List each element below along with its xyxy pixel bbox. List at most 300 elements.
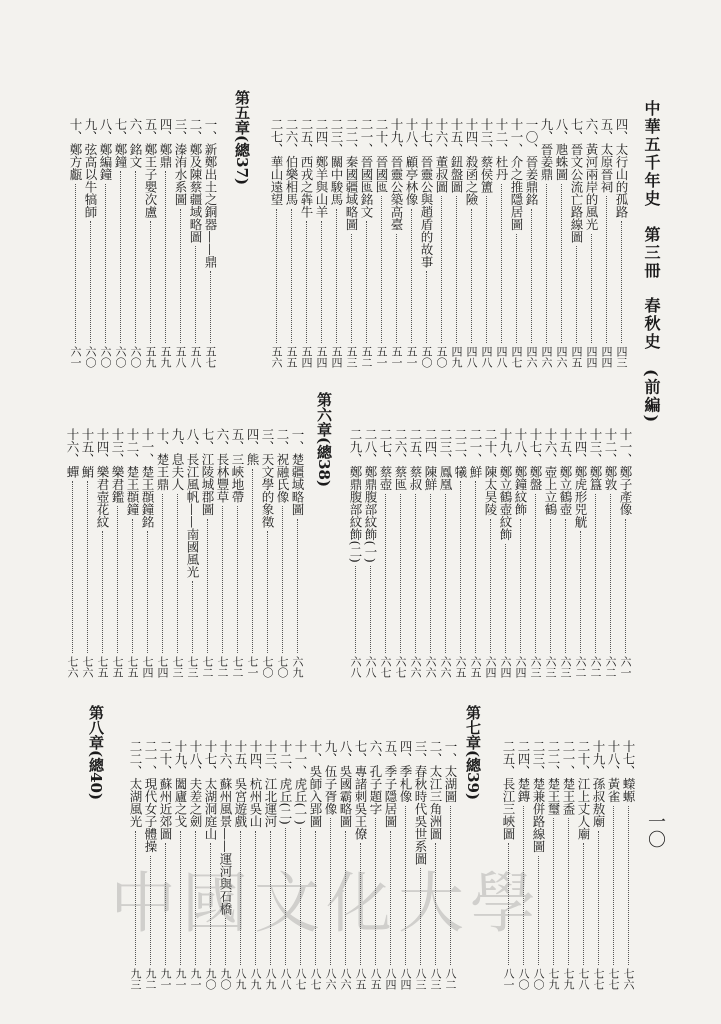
- toc-entry-title: 六、長林豐草: [215, 428, 230, 503]
- toc-entry: [561, 740, 576, 990]
- toc-entry-title: 二五、蔡叔: [408, 428, 423, 491]
- toc-entry-title: 十八、鄭鐘紋飾: [513, 428, 528, 516]
- toc-entry-page: 七六: [66, 656, 79, 678]
- toc-entry-title: 十二、鄭敦: [603, 428, 618, 491]
- leader-dots: [561, 184, 562, 343]
- leader-dots: [553, 818, 554, 965]
- leader-dots: [370, 566, 371, 653]
- toc-entry-page: 六六: [409, 656, 422, 678]
- leader-dots: [396, 234, 397, 343]
- toc-entry-page: 八五: [369, 968, 382, 990]
- leader-dots: [132, 519, 133, 653]
- toc-entry-page: 六三: [529, 656, 542, 678]
- toc-entry-page: 七六: [622, 968, 635, 990]
- toc-entry-title: 八、虺蛛圖: [554, 118, 569, 181]
- toc-entry-page: 六一: [69, 346, 82, 368]
- leader-dots: [192, 581, 193, 653]
- toc-entry-title: 十、楚王鼎: [155, 428, 170, 491]
- toc-entry-title: 二、祝融氏像: [275, 428, 290, 503]
- toc-entry: [599, 118, 614, 368]
- toc-entry-title: 十一、鄭子產像: [618, 428, 633, 516]
- toc-entry-title: 九、伍子胥像: [323, 740, 338, 815]
- toc-entry-page: 八二: [444, 968, 457, 990]
- toc-entry-page: 六二: [574, 656, 587, 678]
- toc-entry-page: 六六: [439, 656, 452, 678]
- toc-entry-title: 九、晉姜鼎: [539, 118, 554, 181]
- toc-entry-title: 二、鄭及陳蔡疆域略圖: [188, 118, 203, 243]
- toc-entry-title: 十一、虎丘(一): [293, 740, 308, 825]
- volume-label: 第三冊: [642, 225, 661, 280]
- leader-dots: [195, 246, 196, 343]
- leader-dots: [120, 171, 121, 343]
- toc-entry-page: 八六: [339, 968, 352, 990]
- toc-entry: [408, 428, 423, 678]
- toc-entry-page: 七八: [577, 968, 590, 990]
- toc-entry: [173, 118, 188, 368]
- leader-dots: [102, 531, 103, 653]
- toc-entry-title: 二一、現代女子體操: [143, 740, 158, 853]
- leader-dots: [411, 209, 412, 343]
- toc-entry: [329, 118, 344, 368]
- toc-entry-page: 六三: [544, 656, 557, 678]
- toc-entry-page: 四八: [495, 346, 508, 368]
- toc-entry: [513, 428, 528, 678]
- leader-dots: [105, 184, 106, 343]
- toc-entry-page: 七五: [126, 656, 139, 678]
- leader-dots: [267, 531, 268, 653]
- subject-label: 春秋史: [642, 297, 661, 352]
- toc-entry-title: 十四、杭州吳山: [248, 740, 263, 828]
- toc-entry-page: 五〇: [420, 346, 433, 368]
- toc-entry-title: 十、吳師入郢圖: [308, 740, 323, 828]
- toc-entry-page: 八六: [324, 968, 337, 990]
- toc-entry-page: 七七: [607, 968, 620, 990]
- leader-dots: [117, 506, 118, 653]
- toc-entry-page: 八〇: [517, 968, 530, 990]
- leader-dots: [276, 209, 277, 343]
- toc-entry: [539, 118, 554, 368]
- toc-entry-title: 二一、晉國匜銘文: [359, 118, 374, 218]
- toc-entry-page: 六七: [379, 656, 392, 678]
- toc-entry: [188, 118, 203, 368]
- toc-entry-page: 九三: [129, 968, 142, 990]
- toc-entry: [83, 118, 98, 368]
- leader-dots: [606, 196, 607, 343]
- toc-entry-title: 二十、江上丈人廟: [576, 740, 591, 840]
- toc-entry-page: 六七: [394, 656, 407, 678]
- toc-entry-page: 四八: [480, 346, 493, 368]
- toc-entry: [65, 428, 80, 678]
- toc-entry-page: 九二: [144, 968, 157, 990]
- toc-block-ch5-continued: [343, 428, 633, 678]
- toc-entry-title: 二十、晉國匜: [374, 118, 389, 193]
- toc-entry-page: 七七: [592, 968, 605, 990]
- leader-dots: [520, 519, 521, 653]
- toc-entry-title: 十七、晉靈公與趙盾的故事: [419, 118, 434, 268]
- leader-dots: [516, 234, 517, 343]
- toc-entry-page: 六三: [559, 656, 572, 678]
- toc-entry: [524, 118, 539, 368]
- toc-entry-page: 七二: [231, 656, 244, 678]
- leader-dots: [162, 494, 163, 653]
- toc-entry-page: 六五: [469, 656, 482, 678]
- toc-entry: [584, 118, 599, 368]
- toc-entry: [378, 428, 393, 678]
- toc-entry-page: 五四: [300, 346, 313, 368]
- leader-dots: [72, 481, 73, 653]
- toc-entry-title: 四、季札像: [398, 740, 413, 803]
- toc-entry-page: 五四: [330, 346, 343, 368]
- leader-dots: [621, 221, 622, 343]
- leader-dots: [147, 531, 148, 653]
- leader-dots: [306, 221, 307, 343]
- leader-dots: [490, 519, 491, 653]
- toc-entry-page: 五七: [204, 346, 217, 368]
- toc-entry-page: 六〇: [84, 346, 97, 368]
- toc-entry: [494, 118, 509, 368]
- toc-entry-title: 十二、杜丹: [494, 118, 509, 181]
- leader-dots: [135, 171, 136, 343]
- toc-entry-title: 二三、關中駿馬: [329, 118, 344, 206]
- toc-entry-title: 二三、楚兼併路線圖: [531, 740, 546, 853]
- leader-dots: [177, 494, 178, 653]
- toc-entry-title: 二二、太湖風光: [128, 740, 143, 828]
- toc-entry-title: 十七、太湖洞庭山: [203, 740, 218, 840]
- toc-entry-title: 二四、陳鮮: [423, 428, 438, 491]
- leader-dots: [252, 469, 253, 653]
- toc-entry: [245, 428, 260, 678]
- toc-entry-title: 二十、蘇州近郊圖: [158, 740, 173, 840]
- toc-entry-title: 十六、壺上立鶴: [543, 428, 558, 516]
- toc-entry: [170, 428, 185, 678]
- toc-entry-title: 四、鄭鼎: [158, 118, 173, 168]
- toc-entry: [449, 118, 464, 368]
- toc-entry-page: 八〇: [532, 968, 545, 990]
- book-title: 中華五千年史: [642, 100, 661, 208]
- toc-entry-title: 二九、鄭鼎腹部紋飾(二): [348, 428, 363, 563]
- toc-entry-page: 五四: [315, 346, 328, 368]
- toc-entry-title: 二二、楚王璽: [546, 740, 561, 815]
- toc-entry-title: 十四、殺函之險: [464, 118, 479, 206]
- toc-entry-page: 六〇: [114, 346, 127, 368]
- toc-entry-page: 五八: [174, 346, 187, 368]
- toc-entry-title: 二二、犧: [453, 428, 468, 478]
- toc-entry-title: 二七、蔡壺: [378, 428, 393, 491]
- leader-dots: [460, 481, 461, 653]
- toc-entry-page: 六一: [619, 656, 632, 678]
- toc-entry-page: 四九: [450, 346, 463, 368]
- toc-entry: [438, 428, 453, 678]
- toc-entry-page: 八四: [384, 968, 397, 990]
- toc-entry-title: 五、季子隱居圖: [383, 740, 398, 828]
- toc-entry-title: 二四、楚鏄: [516, 740, 531, 803]
- leader-dots: [628, 806, 629, 965]
- toc-entry: [498, 428, 513, 678]
- toc-entry: [143, 118, 158, 368]
- toc-entry-title: 十九、闔廬之戈: [173, 740, 188, 828]
- toc-entry: [423, 428, 438, 678]
- toc-entry-page: 七二: [201, 656, 214, 678]
- toc-entry: [546, 740, 561, 990]
- toc-entry-page: 八九: [234, 968, 247, 990]
- leader-dots: [222, 506, 223, 653]
- toc-entry-title: 十六、董叔圖: [434, 118, 449, 193]
- leader-dots: [583, 843, 584, 965]
- toc-entry-page: 八七: [294, 968, 307, 990]
- toc-entry-page: 六四: [499, 656, 512, 678]
- toc-entry-title: 四、太行山的孤路: [614, 118, 629, 218]
- leader-dots: [381, 196, 382, 343]
- toc-entry-page: 八三: [414, 968, 427, 990]
- toc-entry: [299, 118, 314, 368]
- toc-entry-page: 六六: [424, 656, 437, 678]
- watermark: 中國文化大學: [110, 865, 542, 942]
- toc-entry-page: 九一: [159, 968, 172, 990]
- toc-entry-page: 九一: [174, 968, 187, 990]
- toc-entry: [110, 428, 125, 678]
- toc-entry-page: 七九: [562, 968, 575, 990]
- leader-dots: [87, 481, 88, 653]
- toc-entry-title: 十五、鈕盤圖: [449, 118, 464, 193]
- toc-entry-page: 八九: [264, 968, 277, 990]
- toc-entry-title: 三、春秋時代吳世系圖: [413, 740, 428, 865]
- toc-entry: [606, 740, 621, 990]
- toc-entry-page: 六四: [514, 656, 527, 678]
- toc-entry: [98, 118, 113, 368]
- leader-dots: [613, 806, 614, 965]
- toc-entry: [483, 428, 498, 678]
- toc-entry-page: 八五: [354, 968, 367, 990]
- toc-entry-title: 十八、黃雀: [606, 740, 621, 803]
- toc-entry-title: 十二、楚王頵鐘: [125, 428, 140, 516]
- toc-entry: [113, 118, 128, 368]
- leader-dots: [625, 519, 626, 653]
- toc-entry: [140, 428, 155, 678]
- toc-entry-title: 八、鄭編鐘: [98, 118, 113, 181]
- toc-entry-page: 五六: [270, 346, 283, 368]
- page-number: 一〇: [645, 812, 666, 848]
- toc-entry-page: 九〇: [219, 968, 232, 990]
- toc-entry: [576, 740, 591, 990]
- toc-entry-page: 五八: [189, 346, 202, 368]
- toc-entry-title: 二四、鄭羊與山羊: [314, 118, 329, 218]
- toc-entry: [554, 118, 569, 368]
- toc-entry-page: 七〇: [276, 656, 289, 678]
- leader-dots: [75, 184, 76, 343]
- leader-dots: [568, 818, 569, 965]
- toc-entry: [393, 428, 408, 678]
- toc-entry-title: 二二、秦國疆域略圖: [344, 118, 359, 231]
- leader-dots: [210, 271, 211, 343]
- leader-dots: [400, 494, 401, 653]
- toc-entry-page: 四五: [570, 346, 583, 368]
- toc-entry-page: 六八: [364, 656, 377, 678]
- leader-dots: [475, 481, 476, 653]
- toc-entry: [374, 118, 389, 368]
- toc-entry: [348, 428, 363, 678]
- running-header: [640, 100, 663, 434]
- toc-entry-title: 七、晉文公流亡路線圖: [569, 118, 584, 243]
- leader-dots: [430, 494, 431, 653]
- toc-entry-page: 七〇: [261, 656, 274, 678]
- toc-entry-title: 二一、楚王盉: [561, 740, 576, 815]
- toc-entry-title: 二三、鳳凰: [438, 428, 453, 491]
- toc-entry-title: 十七、鄭盤: [528, 428, 543, 491]
- toc-entry: [614, 118, 629, 368]
- leader-dots: [237, 506, 238, 653]
- toc-entry-title: 十四、樂君壺花紋: [95, 428, 110, 528]
- toc-entry-page: 八四: [399, 968, 412, 990]
- leader-dots: [415, 494, 416, 653]
- toc-entry: [468, 428, 483, 678]
- toc-block-ch6: [60, 428, 305, 678]
- leader-dots: [385, 494, 386, 653]
- toc-entry: [200, 428, 215, 678]
- toc-entry-title: 九、息夫人: [170, 428, 185, 491]
- toc-entry: [269, 118, 284, 368]
- toc-block-ch4-continued: [262, 118, 629, 368]
- toc-entry-title: 三、溱洧水系圖: [173, 118, 188, 206]
- toc-entry: [569, 118, 584, 368]
- toc-entry: [573, 428, 588, 678]
- toc-entry-title: 七、專諸刺吳王僚: [353, 740, 368, 840]
- toc-entry-page: 八一: [502, 968, 515, 990]
- toc-entry-title: 二一、鮮: [468, 428, 483, 478]
- toc-entry: [419, 118, 434, 368]
- chapter-heading-5: 第五章(總37): [233, 90, 251, 186]
- leader-dots: [336, 209, 337, 343]
- toc-entry: [95, 428, 110, 678]
- toc-entry-page: 六〇: [99, 346, 112, 368]
- toc-entry: [230, 428, 245, 678]
- toc-entry: [404, 118, 419, 368]
- toc-entry-title: 二十、陳太昊陵: [483, 428, 498, 516]
- toc-entry-title: 八、吳國霸略圖: [338, 740, 353, 828]
- toc-entry: [464, 118, 479, 368]
- toc-entry-title: 十九、孫叔敖廟: [591, 740, 606, 828]
- leader-dots: [165, 171, 166, 343]
- leader-dots: [441, 196, 442, 343]
- toc-entry: [203, 118, 218, 368]
- toc-block-ch5: [63, 118, 218, 368]
- leader-dots: [321, 221, 322, 343]
- toc-entry: [479, 118, 494, 368]
- toc-entry-title: 十三、樂君鑑: [110, 428, 125, 503]
- toc-entry: [128, 118, 143, 368]
- toc-entry: [389, 118, 404, 368]
- toc-entry-title: 六、銘文: [128, 118, 143, 168]
- toc-entry-title: 十五、鄭立鶴壺: [558, 428, 573, 516]
- toc-entry: [260, 428, 275, 678]
- leader-dots: [445, 494, 446, 653]
- toc-entry-title: 一、新鄭出土之銅器——鼎: [203, 118, 218, 268]
- toc-entry-page: 八八: [279, 968, 292, 990]
- toc-entry-title: 六、黃河兩岸的風光: [584, 118, 599, 231]
- toc-entry: [158, 118, 173, 368]
- toc-entry-title: 十八、夫差之劍: [188, 740, 203, 828]
- leader-dots: [576, 246, 577, 343]
- toc-entry-page: 六〇: [129, 346, 142, 368]
- toc-entry-title: 八、長江風帆——南國風光: [185, 428, 200, 578]
- edition-label: (前編): [642, 368, 661, 424]
- toc-entry-title: 十一、楚王頵鐘銘: [140, 428, 155, 528]
- chapter-heading-8: 第八章(總40): [87, 705, 105, 801]
- toc-entry-page: 四六: [555, 346, 568, 368]
- toc-entry-title: 二七、華山遠望: [269, 118, 284, 206]
- toc-entry-title: 五、三峽地帶: [230, 428, 245, 503]
- toc-entry-title: 七、鄭鐘: [113, 118, 128, 168]
- leader-dots: [456, 196, 457, 343]
- leader-dots: [297, 519, 298, 653]
- toc-entry-title: 十三、鄭簋: [588, 428, 603, 491]
- leader-dots: [505, 544, 506, 653]
- toc-entry-title: 二五、西戎之犇牛: [299, 118, 314, 218]
- toc-entry-page: 七二: [216, 656, 229, 678]
- leader-dots: [150, 221, 151, 343]
- toc-entry-title: 十三、蔡侯簠: [479, 118, 494, 193]
- toc-entry: [528, 428, 543, 678]
- toc-entry: [68, 118, 83, 368]
- toc-entry-title: 二、太江三角洲圖: [428, 740, 443, 840]
- leader-dots: [535, 494, 536, 653]
- toc-entry-title: 十八、顧亭林像: [404, 118, 419, 206]
- toc-entry-title: 十、鄭方甗: [68, 118, 83, 181]
- toc-entry: [359, 118, 374, 368]
- toc-entry: [588, 428, 603, 678]
- toc-entry: [509, 118, 524, 368]
- toc-entry: [215, 428, 230, 678]
- toc-entry-page: 六二: [589, 656, 602, 678]
- toc-entry-title: 二六、蔡匜: [393, 428, 408, 491]
- leader-dots: [486, 196, 487, 343]
- toc-entry-page: 七三: [186, 656, 199, 678]
- toc-entry: [275, 428, 290, 678]
- toc-entry-title: 三、天文學的象徵: [260, 428, 275, 528]
- toc-entry-page: 七四: [156, 656, 169, 678]
- leader-dots: [366, 221, 367, 343]
- toc-entry: [558, 428, 573, 678]
- toc-entry-title: 七、江陵城郡圖: [200, 428, 215, 516]
- toc-entry: [284, 118, 299, 368]
- leader-dots: [565, 519, 566, 653]
- toc-entry-title: 十五、鮹: [80, 428, 95, 478]
- leader-dots: [598, 831, 599, 965]
- toc-entry-title: 十六、蘇州風景——運河與石橋: [218, 740, 233, 915]
- toc-entry-title: 四、熊: [245, 428, 260, 466]
- toc-entry-title: 五、太原晉祠: [599, 118, 614, 193]
- toc-entry: [434, 118, 449, 368]
- toc-entry-page: 八七: [309, 968, 322, 990]
- toc-entry-page: 七九: [547, 968, 560, 990]
- leader-dots: [355, 566, 356, 653]
- toc-entry-page: 五九: [144, 346, 157, 368]
- toc-entry: [80, 428, 95, 678]
- toc-entry-page: 五一: [390, 346, 403, 368]
- leader-dots: [610, 494, 611, 653]
- toc-entry: [603, 428, 618, 678]
- toc-entry-page: 六五: [454, 656, 467, 678]
- toc-entry-title: 十二、虎丘(二): [278, 740, 293, 825]
- leader-dots: [595, 494, 596, 653]
- toc-entry-title: 一、楚疆域略圖: [290, 428, 305, 516]
- toc-entry: [591, 740, 606, 990]
- leader-dots: [471, 209, 472, 343]
- leader-dots: [426, 271, 427, 343]
- toc-entry-page: 七五: [96, 656, 109, 678]
- leader-dots: [550, 519, 551, 653]
- toc-entry: [621, 740, 636, 990]
- leader-dots: [90, 221, 91, 343]
